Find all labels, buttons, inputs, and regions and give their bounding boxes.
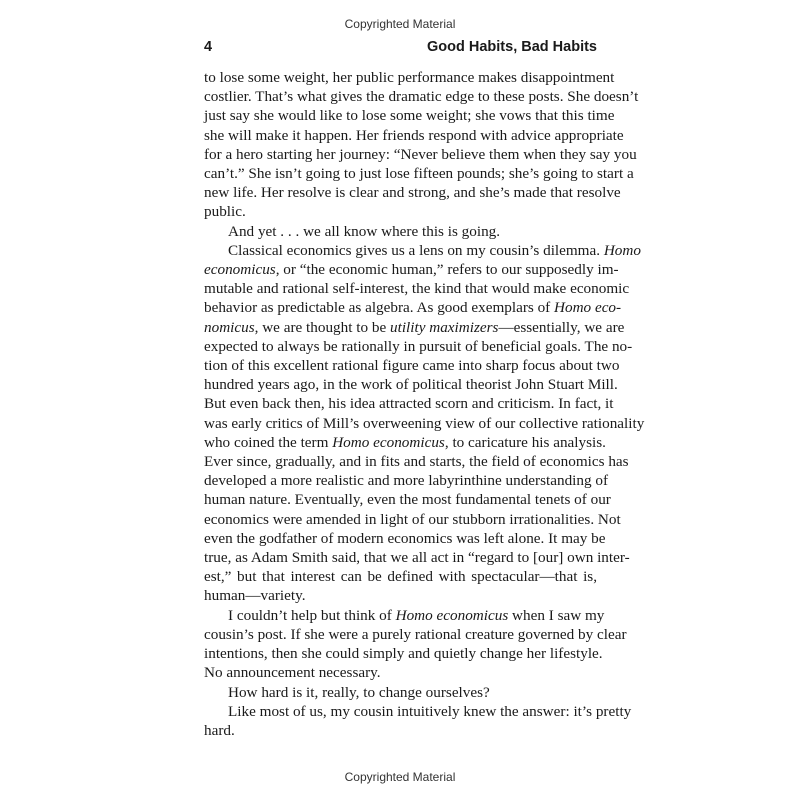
text-line: hard. <box>204 721 235 739</box>
text-line: public. <box>204 203 246 221</box>
text-line: And yet . . . we all know where this is going. <box>228 222 501 240</box>
text-line: hundred years ago, in the work of political theorist John Stuart Mill. <box>204 376 618 394</box>
text-line: tion of this excellent rational figure came into sharp focus about two <box>204 357 620 375</box>
text-line: How hard is it, really, to change ourselves? <box>228 683 490 701</box>
italic-term: Homo eco- <box>554 299 622 317</box>
text-line: Classical economics gives us a lens on my cousin’s dilemma. Homo <box>228 241 641 259</box>
text-line: to lose some weight, her public performance makes disappointment <box>204 69 615 86</box>
text-line: nomicus, we are thought to be utility maximizers—essentially, we are <box>204 318 625 336</box>
text-line: cousin’s post. If she were a purely rational creature governed by clear <box>204 625 627 643</box>
text-line: I couldn’t help but think of Homo economicus when I saw my <box>228 606 605 624</box>
text-line: she will make it happen. Her friends respond with advice appropriate <box>204 126 624 144</box>
text-line: for a hero starting her journey: “Never believe them when they say you <box>204 145 637 163</box>
copyright-watermark-bottom: Copyrighted Material <box>344 770 456 784</box>
text-line: intentions, then she could simply and quietly change her lifestyle. <box>204 645 603 663</box>
text-line: who coined the term Homo economicus, to caricature his analysis. <box>204 433 606 451</box>
text-line: costlier. That’s what gives the dramatic edge to these posts. She doesn’t <box>204 88 639 106</box>
text-line: just say she would like to lose some weight; she vows that this time <box>204 107 615 125</box>
italic-term: Homo <box>603 241 641 259</box>
text-line: human nature. Eventually, even the most fundamental tenets of our <box>204 491 611 509</box>
text-line: can’t.” She isn’t going to just lose fifteen pounds; she’s going to start a <box>204 165 634 183</box>
text-line: new life. Her resolve is clear and strong, and she’s made that resolve <box>204 184 621 202</box>
text-line: behavior as predictable as algebra. As good exemplars of Homo eco- <box>204 299 622 317</box>
italic-term: Homo economicus <box>332 433 445 451</box>
text-line: est,” but that interest can be defined with spectacular—that is, <box>204 568 597 586</box>
italic-term: Homo economicus <box>395 606 509 624</box>
italic-term: nomicus <box>204 318 255 336</box>
page-number: 4 <box>204 39 213 55</box>
text-line: No announcement necessary. <box>204 664 381 682</box>
copyright-watermark-top: Copyrighted Material <box>344 17 456 31</box>
text-line: developed a more realistic and more labyrinthine understanding of <box>204 472 609 490</box>
text-line: mutable and rational self-interest, the kind that would make economic <box>204 280 630 298</box>
text-line: economics were amended in light of our stubborn irrationalities. Not <box>204 510 621 528</box>
text-line: was early critics of Mill’s overweening view of our collective rationality <box>204 414 645 432</box>
body-text <box>204 68 645 740</box>
text-line: true, as Adam Smith said, that we all act in “regard to [our] own inter- <box>204 549 630 567</box>
text-line: But even back then, his idea attracted scorn and criticism. In fact, it <box>204 395 614 413</box>
italic-term: utility maximizers <box>390 318 499 336</box>
text-line: Like most of us, my cousin intuitively knew the answer: it’s pretty <box>228 702 632 720</box>
page-header <box>204 39 597 59</box>
italic-term: economicus <box>204 261 276 279</box>
text-line: expected to always be rationally in pursuit of beneficial goals. The no- <box>204 337 633 355</box>
text-line: even the godfather of modern economics was left alone. It may be <box>204 529 606 547</box>
text-line: human—variety. <box>204 587 306 605</box>
running-title: Good Habits, Bad Habits <box>427 39 597 55</box>
text-line: Ever since, gradually, and in fits and starts, the field of economics has <box>204 453 629 471</box>
text-line: economicus, or “the economic human,” refers to our supposedly im- <box>204 261 619 279</box>
